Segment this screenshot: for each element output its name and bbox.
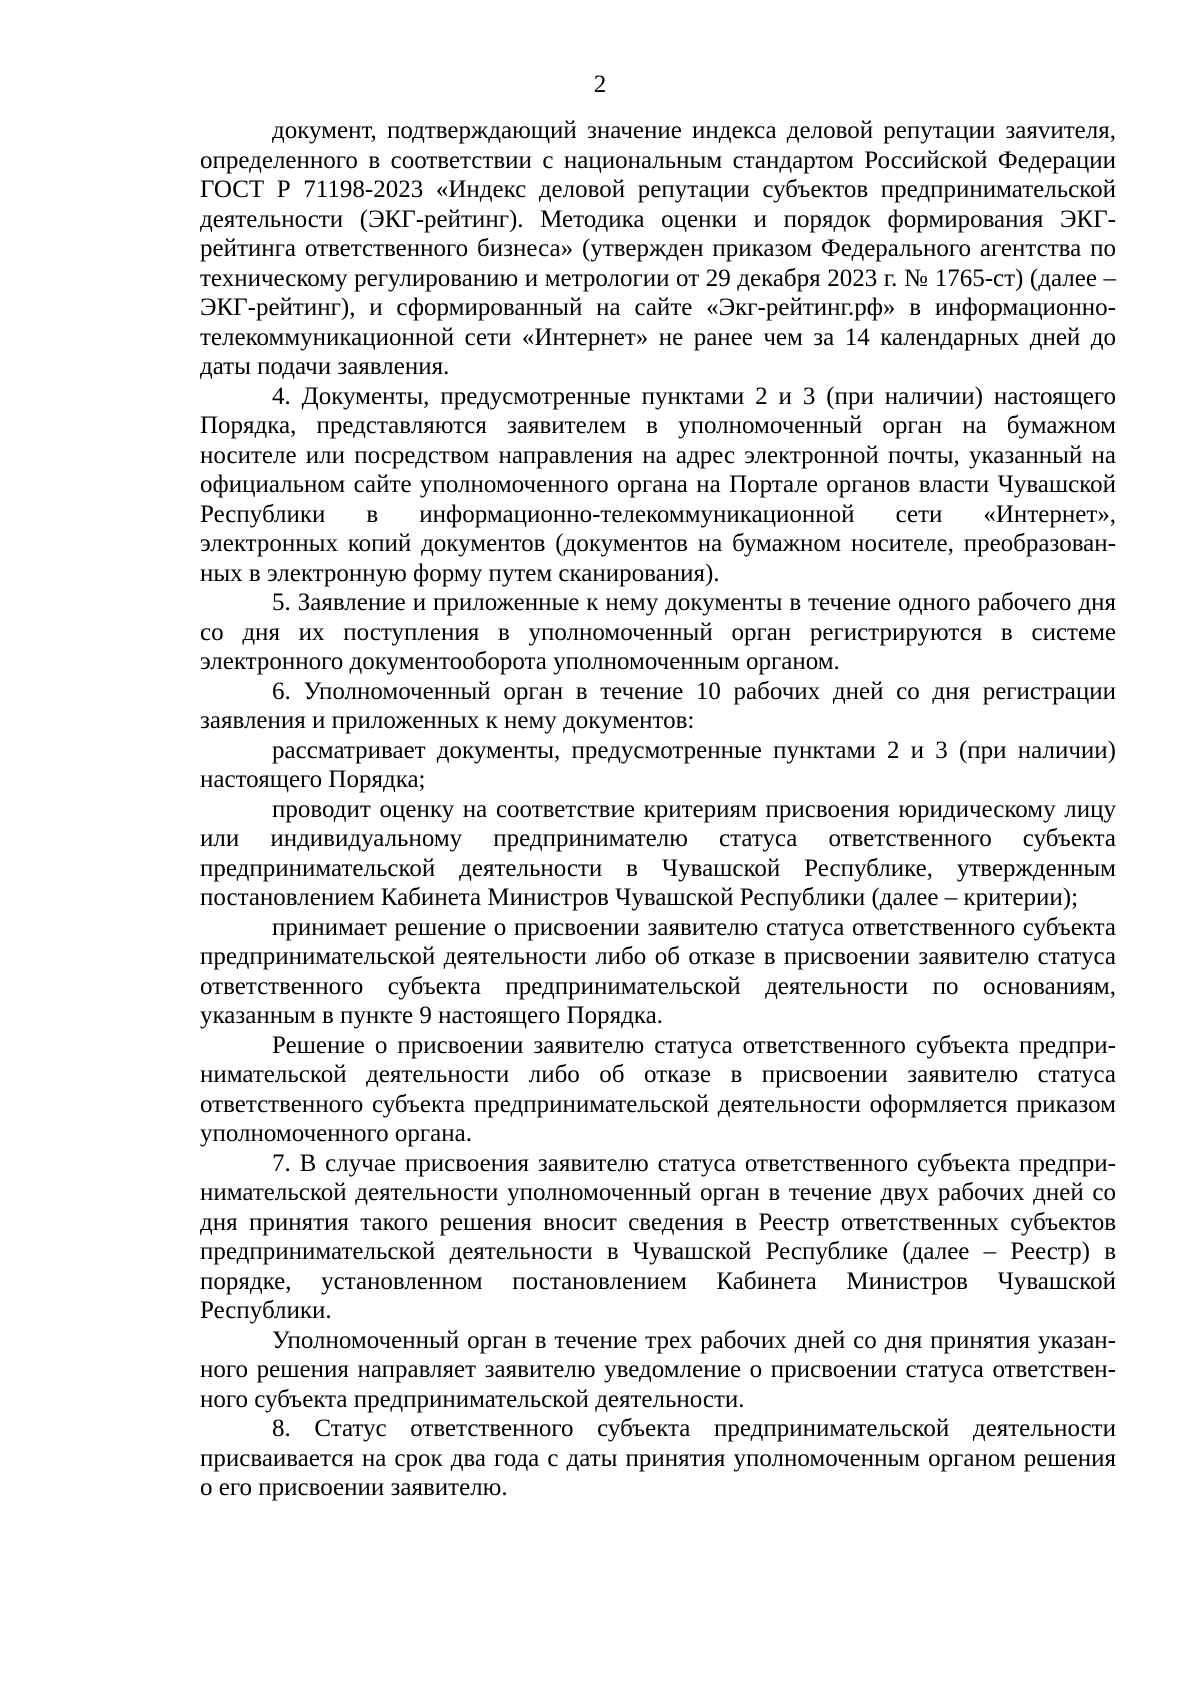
paragraph-item-5: 5. Заявление и приложенные к нему документы в течение одного рабочего дня со дня их поступления в уполномоченный орган регистрируются в системе электронного документооборота уполномоченным органом. (200, 589, 1116, 675)
document-body (200, 116, 1116, 1503)
paragraph-item-7: 7. В случае присвоения заявителю статуса ответственного субъекта предпринимательской деятельности уполномоченный орган в течение двух рабочих дней со дня принятия такого решения вносит сведения в Реестр ответственных субъектов предпринимательской деятельности в Чувашской Республике (далее – Реестр) в порядке, установленном постановлением Кабинета Министров Чувашской Республики. (200, 1149, 1116, 1324)
paragraph-item-7-notification: Уполномоченный орган в течение трех рабочих дней со дня принятия указанного решения направляет заявителю уведомление о присвоении статуса ответственного субъекта предпринимательской деятельности. (200, 1326, 1116, 1413)
paragraph-decision-order: Решение о присвоении заявителю статуса ответственного субъекта предпринимательской деятельности либо об отказе в присвоении заявителю статуса ответственного субъекта предпринимательской деятельности оформляется приказом уполномоченного органа. (200, 1031, 1116, 1147)
paragraph-item-6: 6. Уполномоченный орган в течение 10 рабочих дней со дня регистрации заявления и приложенных к нему документов: (200, 677, 1116, 734)
paragraph-ekg-rating-document: документ, подтверждающий значение индекса деловой репутации заяvителя, определенного в соответствии с национальным стандартом Российской Федерации ГОСТ Р 71198-2023 «Индекс деловой репутации субъектов предпринимательской деятельности (ЭКГ-рейтинг). Методика оценки и порядок формирования ЭКГ-рейтинга ответственного бизнеса» (утвержден приказом Федерального агентства по техническому регулированию и метрологии от 29 декабря 2023 г. № 1765-ст) (далее – ЭКГ-рейтинг), и сформированный на сайте «Экг-рейтинг.рф» в информационно-телекоммуникационной сети «Интернет» не ранее чем за 14 календарных дней до даты подачи заявления. (200, 117, 1116, 380)
paragraph-item-4: 4. Документы, предусмотренные пунктами 2 и 3 (при наличии) настоящего Порядка, представляются заявителем в уполномоченный орган на бумажном носителе или посредством направления на адрес электронной почты, указанный на официальном сайте уполномоченного органа на Портале органов власти Чувашской Республики в информационно-телекоммуникационной сети «Интернет», электронных копий документов (документов на бумажном носителе, преобразованных в электронную форму путем сканирования). (200, 382, 1116, 587)
paragraph-item-8: 8. Статус ответственного субъекта предпринимательской деятельности присваивается на срок два года с даты принятия уполномоченным органом решения о его присвоении заявителю. (200, 1415, 1116, 1501)
paragraph-item-6-decision: принимает решение о присвоении заявителю статуса ответственного субъекта предпринимательской деятельности либо об отказе в присвоении заявителю статуса ответственного субъекта предпринимательской деятельности по основаниям, указанным в пункте 9 настоящего Порядка. (200, 913, 1116, 1029)
paragraph-item-6-review: рассматривает документы, предусмотренные пунктами 2 и 3 (при наличии) настоящего Порядка; (200, 736, 1116, 793)
page-number: 2 (593, 71, 607, 98)
paragraph-item-6-assessment: проводит оценку на соответствие критериям присвоения юридическому лицу или индивидуальному предпринимателю статуса ответственного субъекта предпринимательской деятельности в Чувашской Республике, утвержденным постановлением Кабинета Министров Чувашской Республики (далее – критерии); (200, 795, 1116, 911)
